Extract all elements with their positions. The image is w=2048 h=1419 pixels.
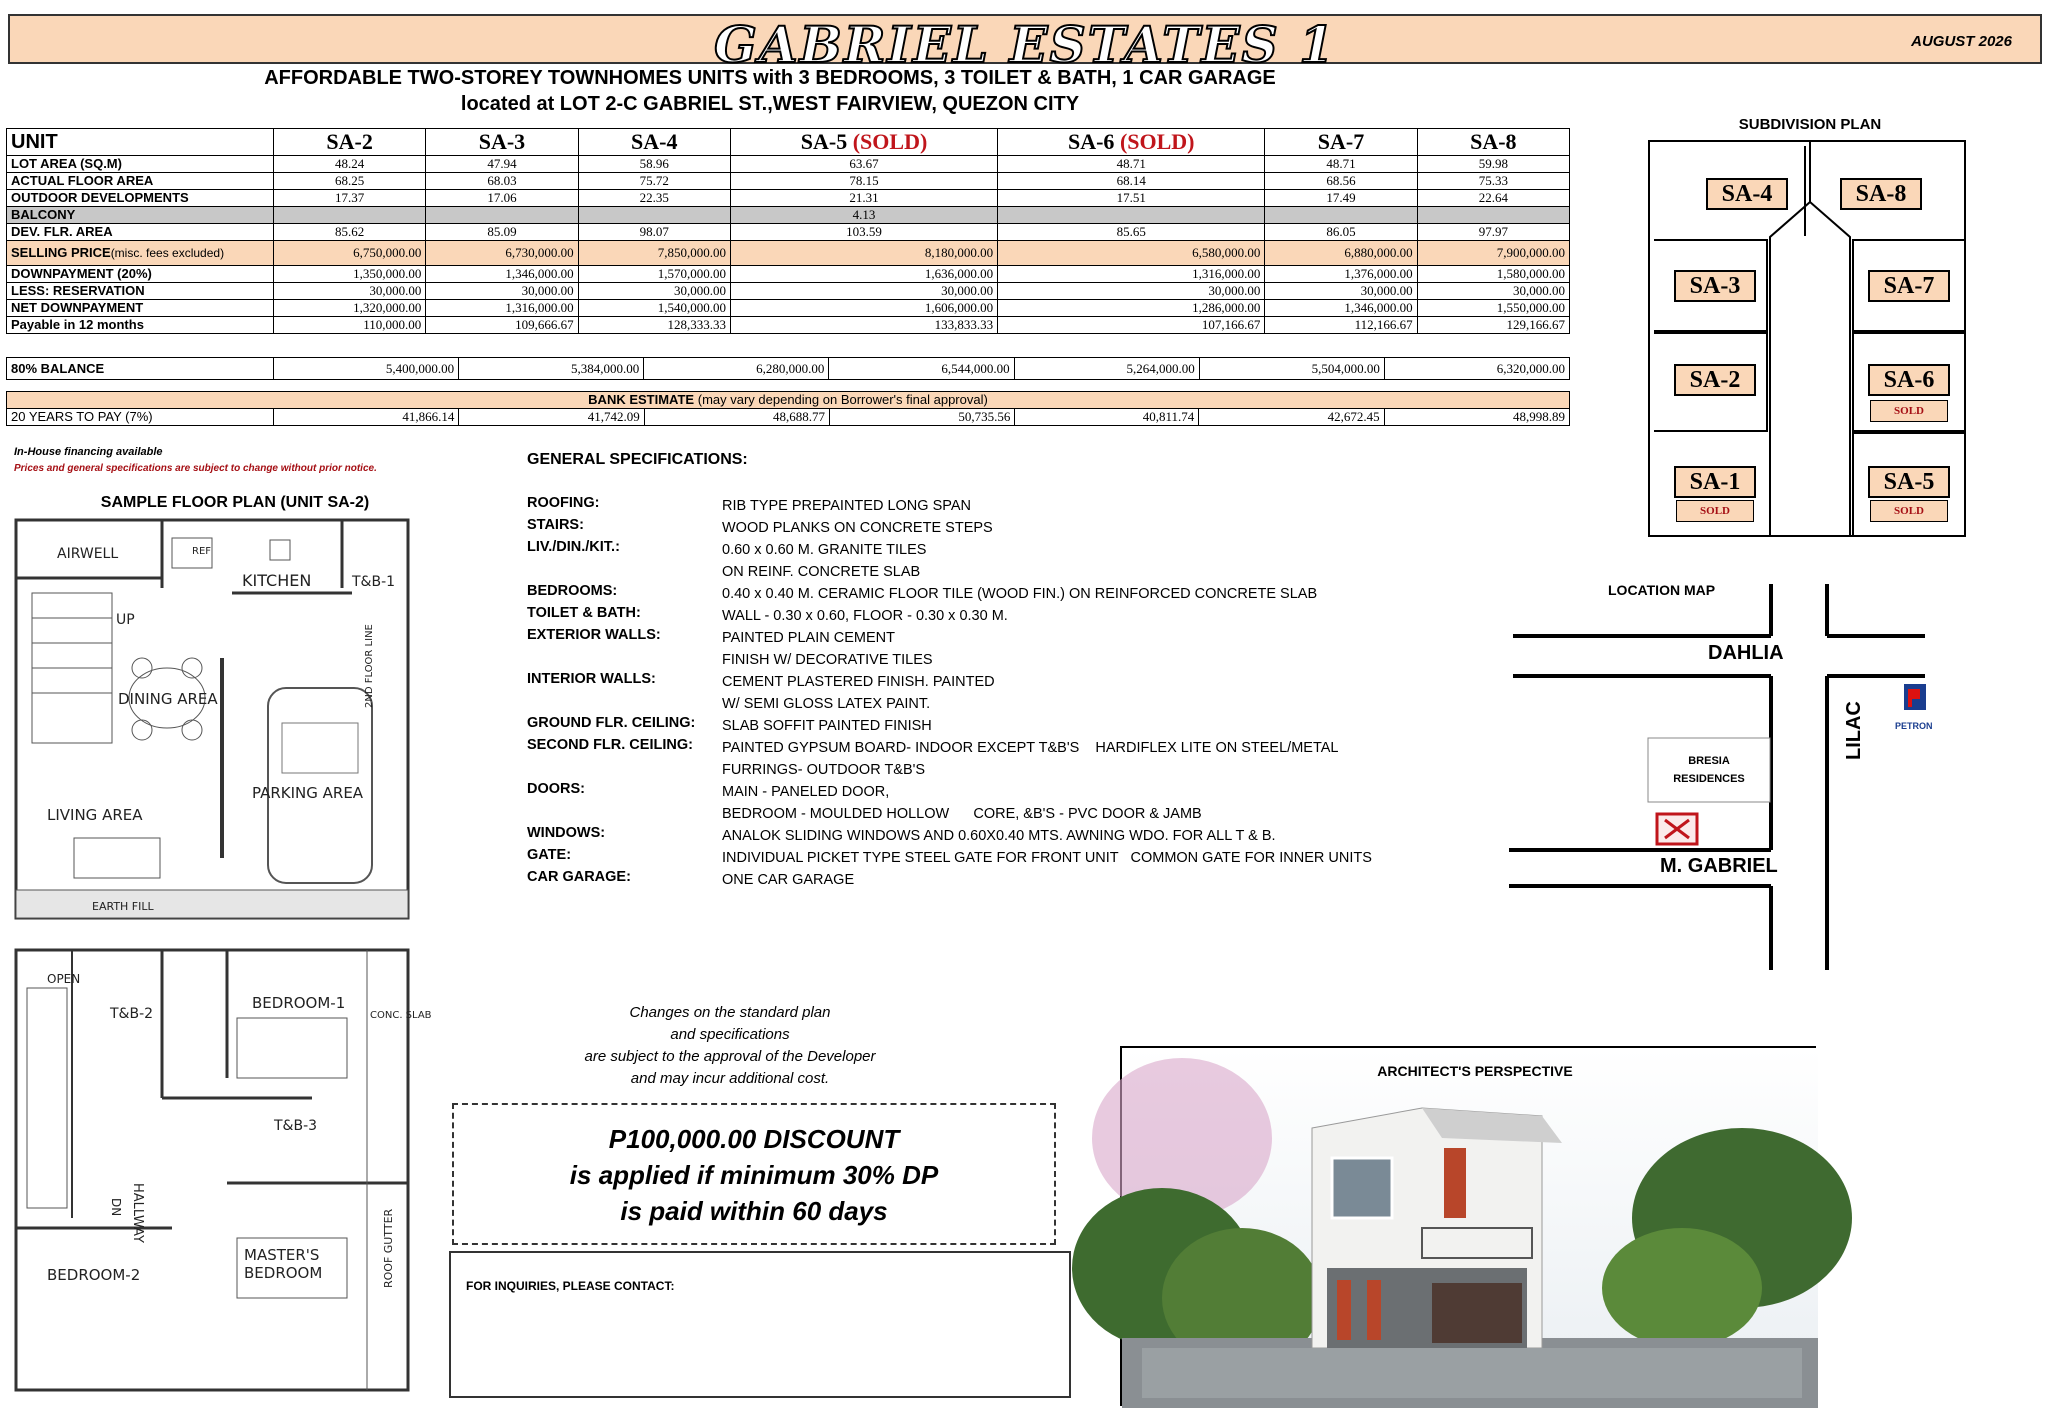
table-cell: 17.51 <box>998 190 1265 207</box>
table-cell: 1,570,000.00 <box>578 266 730 283</box>
table-row <box>7 409 1570 426</box>
spec-key: ROOFING: <box>527 495 600 511</box>
table-cell: 85.09 <box>426 224 578 241</box>
spec-key: INTERIOR WALLS: <box>527 671 656 687</box>
table-cell: 1,606,000.00 <box>730 300 997 317</box>
table-row <box>7 173 1570 190</box>
table-cell: 7,900,000.00 <box>1417 241 1569 266</box>
bedroom1-label: BEDROOM-1 <box>252 994 346 1012</box>
table-row <box>7 266 1570 283</box>
spec-value: PAINTED GYPSUM BOARD- INDOOR EXCEPT T&B'S HARDIFLEX LITE ON STEEL/METAL FURRINGS- OUTDOOR T&B'S <box>722 740 1339 778</box>
dn-label: DN <box>109 1198 123 1217</box>
conc-slab-label: CONC. SLAB <box>370 1010 432 1021</box>
table-row <box>7 190 1570 207</box>
changes-note: Changes on the standard plan and specifications are subject to the approval of the Developer and may incur additional cost. <box>584 1004 876 1087</box>
table-cell: 128,333.33 <box>578 317 730 334</box>
table-cell: 58.96 <box>578 156 730 173</box>
spec-key: DOORS: <box>527 781 585 797</box>
table-cell: 8,180,000.00 <box>730 241 997 266</box>
table-cell: 7,850,000.00 <box>578 241 730 266</box>
table-cell: 129,166.67 <box>1417 317 1569 334</box>
table-cell: 30,000.00 <box>998 283 1265 300</box>
spec-value: 0.60 x 0.60 M. GRANITE TILES ON REINF. CONCRETE SLAB <box>722 542 927 580</box>
dining-label: DINING AREA <box>118 690 218 708</box>
spec-value: WALL - 0.30 x 0.60, FLOOR - 0.30 x 0.30 M. <box>722 608 1008 624</box>
page-title: GABRIEL ESTATES 1 <box>714 15 1336 74</box>
table-cell: 21.31 <box>730 190 997 207</box>
table-cell: 4.13 <box>730 207 997 224</box>
table-cell: 75.72 <box>578 173 730 190</box>
row-label: 80% BALANCE <box>7 358 274 380</box>
table-cell: 30,000.00 <box>1265 283 1417 300</box>
spec-value: RIB TYPE PREPAINTED LONG SPAN <box>722 498 971 514</box>
perspective-label: ARCHITECT'S PERSPECTIVE <box>1377 1063 1573 1079</box>
row-label: Payable in 12 months <box>7 317 274 334</box>
table-cell: 133,833.33 <box>730 317 997 334</box>
road-label-m-gabriel: M. GABRIEL <box>1660 855 1778 877</box>
table-cell: 30,000.00 <box>578 283 730 300</box>
spec-key: EXTERIOR WALLS: <box>527 627 661 643</box>
table-cell: 6,280,000.00 <box>644 358 829 380</box>
unit-col-header: SA-5 (SOLD) <box>730 129 997 156</box>
spec-key: TOILET & BATH: <box>527 605 641 621</box>
unit-col-header: SA-4 <box>578 129 730 156</box>
lot-label: SA-8 <box>1840 178 1922 210</box>
table-cell: 1,346,000.00 <box>1265 300 1417 317</box>
specs-heading: GENERAL SPECIFICATIONS: <box>527 451 748 468</box>
lot-label: SA-3 <box>1674 270 1756 302</box>
hallway-label: HALLWAY <box>130 1183 145 1243</box>
row-label: SELLING PRICE(misc. fees excluded) <box>7 241 274 266</box>
table-cell: 5,264,000.00 <box>1014 358 1199 380</box>
living-label: LIVING AREA <box>47 806 143 824</box>
table-cell: 97.97 <box>1417 224 1569 241</box>
unit-col-header: SA-3 <box>426 129 578 156</box>
table-cell: 50,735.56 <box>830 409 1015 426</box>
table-cell: 47.94 <box>426 156 578 173</box>
unit-col-header: SA-2 <box>274 129 426 156</box>
earth-fill-label: EARTH FILL <box>92 900 154 913</box>
inquiry-box <box>449 1251 1071 1398</box>
table-cell: 112,166.67 <box>1265 317 1417 334</box>
spec-value: MAIN - PANELED DOOR, BEDROOM - MOULDED HOLLOW CORE, &B'S - PVC DOOR & JAMB <box>722 784 1202 822</box>
table-cell: 78.15 <box>730 173 997 190</box>
sold-tag: SOLD <box>1870 500 1948 522</box>
tb2-label: T&B-2 <box>110 1006 154 1022</box>
unit-col-header: SA-7 <box>1265 129 1417 156</box>
table-cell: 6,544,000.00 <box>829 358 1014 380</box>
table-cell: 22.64 <box>1417 190 1569 207</box>
table-row <box>7 300 1570 317</box>
table-cell: 42,672.45 <box>1199 409 1384 426</box>
lot-label: SA-7 <box>1868 270 1950 302</box>
discount-text: P100,000.00 DISCOUNT is applied if minimum 30% DP is paid within 60 days <box>569 1124 939 1226</box>
spec-value: PAINTED PLAIN CEMENT FINISH W/ DECORATIVE TILES <box>722 630 933 668</box>
table-cell: 1,636,000.00 <box>730 266 997 283</box>
roof-gutter-label: ROOF GUTTER <box>382 1208 395 1288</box>
up-label: UP <box>116 612 135 628</box>
lot-label: SA-5 <box>1868 466 1950 498</box>
subtitle-location: located at LOT 2-C GABRIEL ST.,WEST FAIRVIEW, QUEZON CITY <box>460 93 1080 115</box>
table-cell: 1,286,000.00 <box>998 300 1265 317</box>
spec-key: WINDOWS: <box>527 825 606 841</box>
lot-label: SA-6 <box>1868 364 1950 396</box>
table-cell: 1,316,000.00 <box>998 266 1265 283</box>
location-map-label: LOCATION MAP <box>1608 582 1716 598</box>
lot-label: SA-4 <box>1706 178 1788 210</box>
lot-label: SA-2 <box>1674 364 1756 396</box>
balance-table <box>6 357 1570 380</box>
spec-value: SLAB SOFFIT PAINTED FINISH <box>722 718 932 734</box>
table-cell: 5,384,000.00 <box>459 358 644 380</box>
spec-value: 0.40 x 0.40 M. CERAMIC FLOOR TILE (WOOD FIN.) ON REINFORCED CONCRETE SLAB <box>722 586 1318 602</box>
sold-tag: SOLD <box>1870 400 1948 422</box>
subdivision-plan <box>1648 140 1966 537</box>
subtitle-units: AFFORDABLE TWO-STOREY TOWNHOMES UNITS with 3 BEDROOMS, 3 TOILET & BATH, 1 CAR GARAGE <box>264 67 1276 89</box>
table-cell: 68.03 <box>426 173 578 190</box>
table-cell: 48,688.77 <box>644 409 829 426</box>
table-cell: 5,400,000.00 <box>274 358 459 380</box>
unit-col-header: SA-8 <box>1417 129 1569 156</box>
table-cell: 68.14 <box>998 173 1265 190</box>
table-row <box>7 207 1570 224</box>
road-label-lilac: LILAC <box>1843 701 1865 760</box>
table-cell: 103.59 <box>730 224 997 241</box>
financing-note: In-House financing available <box>14 446 163 458</box>
masters-label: MASTER'S <box>244 1246 320 1264</box>
spec-key: BEDROOMS: <box>527 583 618 599</box>
disclaimer-note: Prices and general specifications are subject to change without prior notice. <box>14 463 377 474</box>
architect-perspective-image <box>1120 1046 1816 1406</box>
petron-label: PETRON <box>1895 721 1933 731</box>
parking-label: PARKING AREA <box>252 784 364 802</box>
unit-header: UNIT <box>7 129 274 156</box>
table-cell <box>578 207 730 224</box>
spec-key: LIV./DIN./KIT.: <box>527 539 620 555</box>
open-label: OPEN <box>47 972 81 986</box>
table-cell: 48.71 <box>1265 156 1417 173</box>
table-cell: 6,730,000.00 <box>426 241 578 266</box>
table-cell: 98.07 <box>578 224 730 241</box>
table-cell: 30,000.00 <box>730 283 997 300</box>
selling-price-note: (misc. fees excluded) <box>110 246 225 260</box>
table-cell: 110,000.00 <box>274 317 426 334</box>
table-header-row <box>7 129 1570 156</box>
row-label: LOT AREA (SQ.M) <box>7 156 274 173</box>
table-cell: 17.49 <box>1265 190 1417 207</box>
row-label: OUTDOOR DEVELOPMENTS <box>7 190 274 207</box>
table-cell: 85.65 <box>998 224 1265 241</box>
table-cell: 30,000.00 <box>1417 283 1569 300</box>
row-label: BALCONY <box>7 207 274 224</box>
spec-key: CAR GARAGE: <box>527 869 631 885</box>
table-row <box>7 317 1570 334</box>
kitchen-label: KITCHEN <box>242 571 312 590</box>
road-label-dahlia: DAHLIA <box>1708 642 1784 664</box>
spec-value: CEMENT PLASTERED FINISH. PAINTED W/ SEMI GLOSS LATEX PAINT. <box>722 674 995 712</box>
table-cell <box>274 207 426 224</box>
table-cell: 68.25 <box>274 173 426 190</box>
table-cell <box>426 207 578 224</box>
row-label: DEV. FLR. AREA <box>7 224 274 241</box>
table-row <box>7 358 1570 380</box>
lot-label: SA-1 <box>1674 466 1756 498</box>
table-cell: 107,166.67 <box>998 317 1265 334</box>
table-cell: 17.37 <box>274 190 426 207</box>
unit-col-header: SA-6 (SOLD) <box>998 129 1265 156</box>
table-cell: 22.35 <box>578 190 730 207</box>
row-label: 20 YEARS TO PAY (7%) <box>7 409 274 426</box>
bedroom2-label: BEDROOM-2 <box>47 1266 141 1284</box>
table-cell: 1,320,000.00 <box>274 300 426 317</box>
spec-key: SECOND FLR. CEILING: <box>527 737 693 753</box>
date-label: AUGUST 2026 <box>1911 33 2012 50</box>
tb3-label: T&B-3 <box>274 1118 318 1134</box>
table-cell: 6,750,000.00 <box>274 241 426 266</box>
title-bar <box>8 14 2042 74</box>
sold-indicator: (SOLD) <box>1119 129 1195 154</box>
table-cell: 48.71 <box>998 156 1265 173</box>
house-rendering <box>1122 1048 1818 1408</box>
table-cell: 109,666.67 <box>426 317 578 334</box>
table-cell: 41,742.09 <box>459 409 644 426</box>
table-cell: 68.56 <box>1265 173 1417 190</box>
table-row <box>7 241 1570 266</box>
table-cell: 1,346,000.00 <box>426 266 578 283</box>
airwell-label: AIRWELL <box>57 546 119 562</box>
table-cell: 75.33 <box>1417 173 1569 190</box>
spec-key: STAIRS: <box>527 517 584 533</box>
spec-value: ANALOK SLIDING WINDOWS AND 0.60X0.40 MTS. AWNING WDO. FOR ALL T & B. <box>722 828 1276 844</box>
floorplan-label: SAMPLE FLOOR PLAN (UNIT SA-2) <box>100 494 370 511</box>
subdivision-label: SUBDIVISION PLAN <box>1738 116 1882 133</box>
table-cell: 17.06 <box>426 190 578 207</box>
table-row <box>7 283 1570 300</box>
table-cell <box>1265 207 1417 224</box>
table-cell: 6,580,000.00 <box>998 241 1265 266</box>
spec-key: GROUND FLR. CEILING: <box>527 715 696 731</box>
table-cell: 6,320,000.00 <box>1384 358 1569 380</box>
table-cell: 48.24 <box>274 156 426 173</box>
inquiry-label: FOR INQUIRIES, PLEASE CONTACT: <box>466 1279 675 1293</box>
table-cell: 30,000.00 <box>274 283 426 300</box>
table-cell: 6,880,000.00 <box>1265 241 1417 266</box>
table-cell: 1,540,000.00 <box>578 300 730 317</box>
table-cell: 1,350,000.00 <box>274 266 426 283</box>
masters-label-2: BEDROOM <box>244 1264 323 1282</box>
table-cell: 30,000.00 <box>426 283 578 300</box>
table-cell: 63.67 <box>730 156 997 173</box>
table-cell: 1,550,000.00 <box>1417 300 1569 317</box>
spec-value: WOOD PLANKS ON CONCRETE STEPS <box>722 520 993 536</box>
bank-table <box>6 391 1570 426</box>
landmark-bresia: BRESIA RESIDENCES <box>1673 755 1745 785</box>
tb1-label: T&B-1 <box>352 574 396 590</box>
spec-key: GATE: <box>527 847 572 863</box>
table-cell <box>1417 207 1569 224</box>
table-cell: 1,316,000.00 <box>426 300 578 317</box>
table-row <box>7 224 1570 241</box>
floorplan-drawing <box>12 518 432 1398</box>
row-label: ACTUAL FLOOR AREA <box>7 173 274 190</box>
row-label: NET DOWNPAYMENT <box>7 300 274 317</box>
table-cell: 5,504,000.00 <box>1199 358 1384 380</box>
spec-value: ONE CAR GARAGE <box>722 872 855 888</box>
spec-value: INDIVIDUAL PICKET TYPE STEEL GATE FOR FRONT UNIT COMMON GATE FOR INNER UNITS <box>722 850 1372 866</box>
row-label: LESS: RESERVATION <box>7 283 274 300</box>
table-cell <box>998 207 1265 224</box>
bank-estimate-title: BANK ESTIMATE (may vary depending on Borrower's final approval) <box>7 392 1570 409</box>
table-row <box>7 156 1570 173</box>
table-cell: 48,998.89 <box>1384 409 1569 426</box>
sold-tag: SOLD <box>1676 500 1754 522</box>
floor-line-label: 2ND FLOOR LINE <box>364 624 375 708</box>
table-cell: 40,811.74 <box>1015 409 1199 426</box>
table-cell: 1,376,000.00 <box>1265 266 1417 283</box>
table-cell: 59.98 <box>1417 156 1569 173</box>
price-table <box>6 128 1570 334</box>
table-cell: 41,866.14 <box>274 409 459 426</box>
ref-label: REF <box>192 546 212 557</box>
sold-indicator: (SOLD) <box>852 129 928 154</box>
row-label: DOWNPAYMENT (20%) <box>7 266 274 283</box>
table-cell: 86.05 <box>1265 224 1417 241</box>
table-cell: 85.62 <box>274 224 426 241</box>
table-cell: 1,580,000.00 <box>1417 266 1569 283</box>
